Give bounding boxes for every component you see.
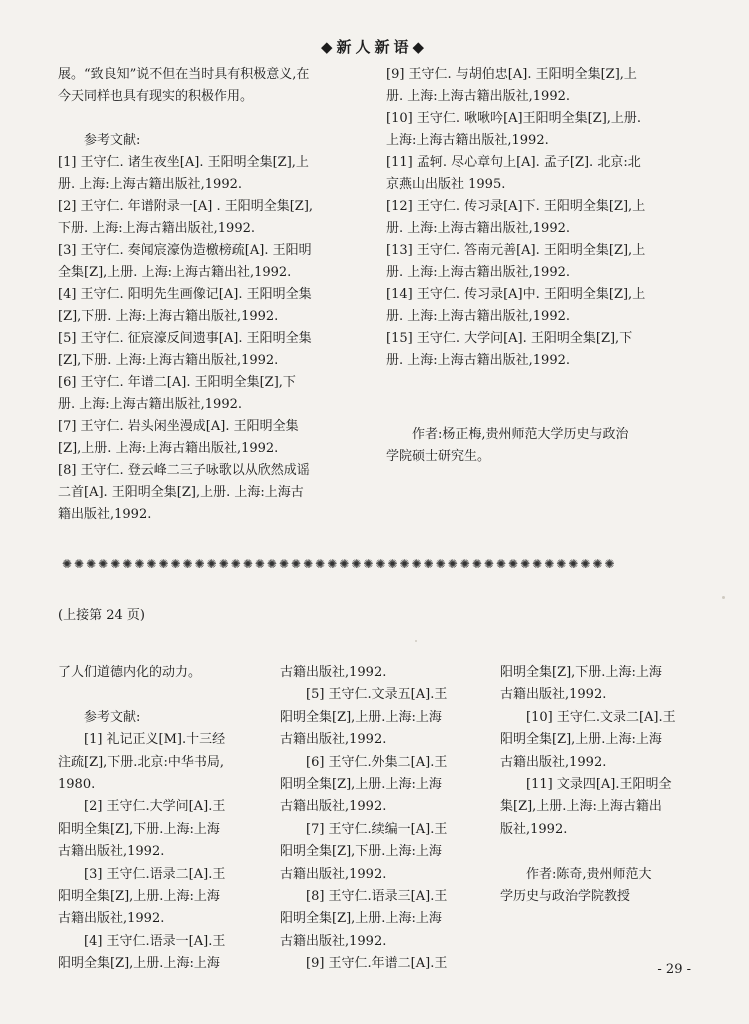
reference-line: 古籍出版社,1992. (280, 799, 387, 815)
reference-line: 1980. (58, 777, 96, 793)
reference-line: [11] 孟轲. 尽心章句上[A]. 孟子[Z]. 北京:北 (386, 155, 641, 170)
reference-line: [7] 王守仁. 岩头闲坐漫成[A]. 王阳明全集 (58, 419, 299, 434)
reference-line: [3] 王守仁.语录二[A].王 (84, 866, 226, 882)
reference-line: 上海:上海古籍出版社,1992. (386, 133, 549, 148)
reference-line: 京燕山出版社 1995. (386, 177, 506, 192)
reference-list (386, 64, 696, 372)
paragraph-line: 展。“致良知”说不但在当时具有积极意义,在 (58, 67, 310, 82)
author-note: 学院硕士研究生。 (386, 449, 491, 464)
reference-line: 古籍出版社,1992. (280, 732, 387, 748)
continued-from-label: (上接第 24 页) (58, 608, 145, 623)
reference-line: [Z],下册. 上海:上海古籍出版社,1992. (58, 353, 279, 368)
reference-line: 籍出版社,1992. (58, 507, 152, 522)
reference-line: 阳明全集[Z],上册.上海:上海 (280, 777, 442, 793)
reference-line: [2] 王守仁. 年谱附录一[A] . 王阳明全集[Z], (58, 199, 314, 214)
reference-line: 阳明全集[Z],上册.上海:上海 (58, 889, 220, 905)
reference-line: 古籍出版社,1992. (58, 911, 165, 927)
bottom-column-2 (280, 662, 492, 976)
reference-line: 册. 上海:上海古籍出版社,1992. (58, 397, 242, 412)
references-heading: 参考文献: (84, 709, 141, 725)
reference-line: [14] 王守仁. 传习录[A]中. 王阳明全集[Z],上 (386, 287, 646, 302)
reference-line: 下册. 上海:上海古籍出版社,1992. (58, 221, 255, 236)
reference-line: [Z],上册. 上海:上海古籍出版社,1992. (58, 441, 279, 456)
diamond-icon: ◆ (320, 38, 337, 56)
reference-line: 古籍出版社,1992. (280, 933, 387, 949)
reference-line: 阳明全集[Z],上册.上海:上海 (500, 732, 662, 748)
reference-line: [10] 王守仁.文录二[A].王 (526, 709, 676, 725)
author-note: 学历史与政治学院教授 (500, 889, 631, 905)
reference-line: 阳明全集[Z],下册.上海:上海 (58, 821, 220, 837)
reference-line: [5] 王守仁.文录五[A].王 (306, 687, 448, 703)
reference-line: 注疏[Z],下册.北京:中华书局, (58, 754, 224, 770)
reference-line: [4] 王守仁.语录一[A].王 (84, 933, 226, 949)
reference-line: [12] 王守仁. 传习录[A]下. 王阳明全集[Z],上 (386, 199, 646, 214)
reference-line: [8] 王守仁.语录三[A].王 (306, 889, 448, 905)
reference-line: 册. 上海:上海古籍出版社,1992. (58, 177, 242, 192)
reference-line: [Z],下册. 上海:上海古籍出版社,1992. (58, 309, 279, 324)
reference-line: [8] 王守仁. 登云峰二三子咏歌以从欣然成谣 (58, 463, 310, 478)
reference-line: 古籍出版社,1992. (500, 687, 607, 703)
bottom-column-3 (500, 662, 700, 908)
reference-line: [1] 王守仁. 诸生夜坐[A]. 王阳明全集[Z],上 (58, 155, 309, 170)
reference-line: [7] 王守仁.续编一[A].王 (306, 821, 448, 837)
bottom-column-1 (58, 662, 270, 976)
top-left-column (58, 64, 370, 526)
reference-line: [9] 王守仁. 与胡伯忠[A]. 王阳明全集[Z],上 (386, 67, 637, 82)
reference-line: [10] 王守仁. 啾啾吟[A]王阳明全集[Z],上册. (386, 111, 642, 126)
reference-line: 册. 上海:上海古籍出版社,1992. (386, 265, 570, 280)
reference-line: 全集[Z],上册. 上海:上海古籍出社,1992. (58, 265, 292, 280)
references-heading: 参考文献: (84, 133, 141, 148)
blank-line (58, 684, 270, 706)
reference-line: 古籍出版社,1992. (500, 754, 607, 770)
header-title: 新人新语 (336, 38, 413, 56)
reference-line: 二首[A]. 王阳明全集[Z],上册. 上海:上海古 (58, 485, 304, 500)
reference-line: 古籍出版社,1992. (58, 844, 165, 860)
running-header (0, 36, 749, 57)
reference-line: [1] 礼记正义[M].十三经 (84, 732, 226, 748)
reference-line: 阳明全集[Z],上册.上海:上海 (280, 709, 442, 725)
reference-line: [15] 王守仁. 大学问[A]. 王阳明全集[Z],下 (386, 331, 633, 346)
reference-line: 阳明全集[Z],下册.上海:上海 (500, 665, 662, 680)
reference-list (58, 152, 370, 526)
reference-line: [9] 王守仁.年谱二[A].王 (306, 956, 448, 972)
reference-line: [6] 王守仁. 年谱二[A]. 王阳明全集[Z],下 (58, 375, 296, 390)
reference-line: 阳明全集[Z],上册.上海:上海 (280, 911, 442, 927)
reference-line: 阳明全集[Z],下册.上海:上海 (280, 844, 442, 860)
reference-line: 古籍出版社,1992. (280, 866, 387, 882)
reference-line: [11] 文录四[A].王阳明全 (526, 777, 672, 793)
reference-line: [6] 王守仁.外集二[A].王 (306, 754, 448, 770)
reference-line: [5] 王守仁. 征宸濠反间遗事[A]. 王阳明全集 (58, 331, 312, 346)
blank-line (500, 841, 700, 863)
reference-line: 古籍出版社,1992. (280, 665, 387, 680)
reference-line: 版社,1992. (500, 821, 568, 837)
reference-line: 册. 上海:上海古籍出版社,1992. (386, 309, 570, 324)
ornament-divider: ✺✺✺✺✺✺✺✺✺✺✺✺✺✺✺✺✺✺✺✺✺✺✺✺✺✺✺✺✺✺✺✺✺✺✺✺✺✺✺✺✺✺✺✺✺✺ (62, 557, 617, 571)
paragraph-line: 今天同样也具有现实的积极作用。 (58, 89, 254, 104)
paragraph-line: 了人们道德内化的动力。 (58, 665, 202, 680)
scan-speck (415, 640, 417, 642)
reference-line: [13] 王守仁. 答南元善[A]. 王阳明全集[Z],上 (386, 243, 646, 258)
reference-line: 册. 上海:上海古籍出版社,1992. (386, 89, 570, 104)
reference-line: 阳明全集[Z],上册.上海:上海 (58, 956, 220, 972)
diamond-icon: ◆ (412, 38, 429, 56)
scan-speck (722, 596, 725, 599)
reference-line: 册. 上海:上海古籍出版社,1992. (386, 353, 570, 368)
author-note: 作者:杨正梅,贵州师范大学历史与政治 (412, 427, 629, 442)
top-right-column (386, 64, 696, 468)
reference-line: [2] 王守仁.大学问[A].王 (84, 799, 226, 815)
reference-line: 册. 上海:上海古籍出版社,1992. (386, 221, 570, 236)
reference-line: [3] 王守仁. 奏闻宸濠伪造檄榜疏[A]. 王阳明 (58, 243, 312, 258)
reference-line: 集[Z],上册.上海:上海古籍出 (500, 799, 662, 815)
author-note: 作者:陈奇,贵州师范大 (526, 866, 652, 882)
page-number: - 29 - (657, 962, 691, 977)
reference-line: [4] 王守仁. 阳明先生画像记[A]. 王阳明全集 (58, 287, 312, 302)
